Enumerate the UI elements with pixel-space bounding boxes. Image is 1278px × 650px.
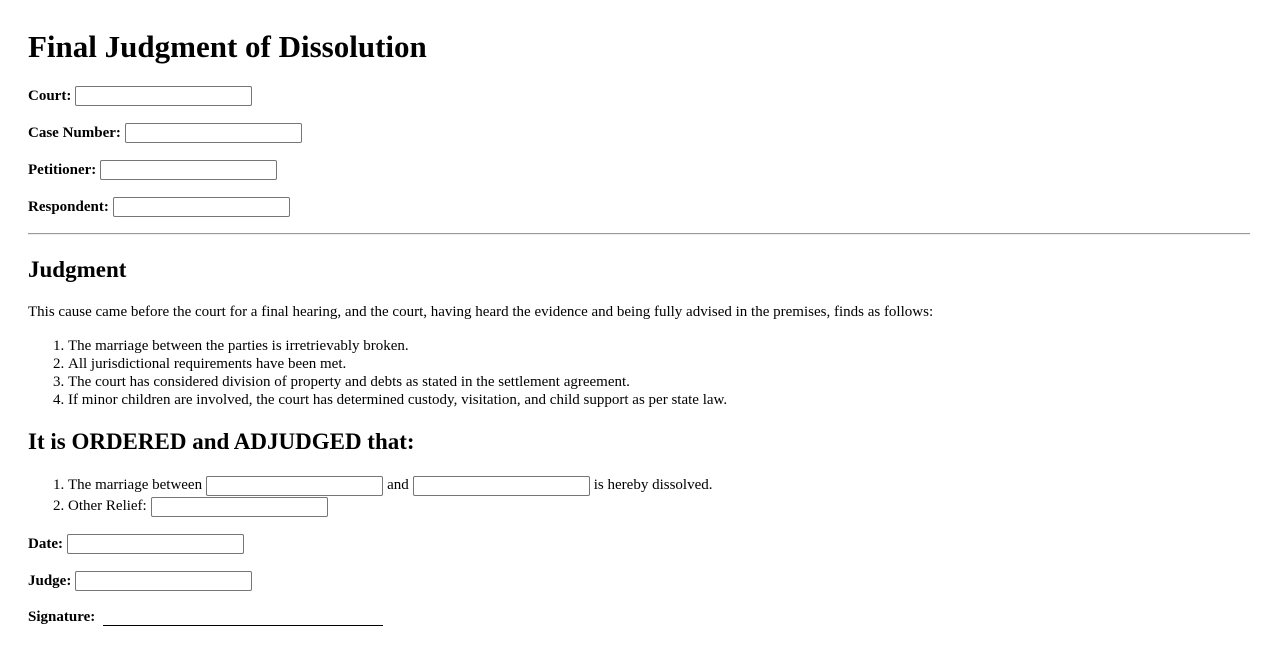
judgment-intro: This cause came before the court for a final hearing, and the court, having heard the evidence and being fully advised in the premises, finds as follows:	[28, 304, 934, 320]
finding-item: 3. The court has considered division of property and debts as stated in the settlement agreement.	[68, 373, 727, 391]
court-label: Court:	[28, 87, 72, 104]
party-one-input[interactable]	[206, 476, 383, 496]
finding-item: 2. All jurisdictional requirements have been met.	[68, 355, 727, 373]
petitioner-input[interactable]	[100, 160, 277, 180]
other-relief-label: 2. Other Relief:	[68, 498, 147, 514]
signature-line[interactable]	[103, 609, 383, 626]
order-prefix: 1. The marriage between	[68, 477, 203, 493]
respondent-label: Respondent:	[28, 198, 109, 215]
judge-row	[28, 570, 252, 592]
case-number-label: Case Number:	[28, 124, 121, 141]
page-title: Final Judgment of Dissolution	[28, 29, 427, 64]
order-item-dissolution	[68, 475, 713, 496]
date-row	[28, 533, 244, 555]
orders-heading: It is ORDERED and ADJUDGED that:	[28, 429, 415, 454]
finding-item: 1. The marriage between the parties is irretrievably broken.	[68, 337, 727, 355]
signature-label: Signature:	[28, 608, 96, 625]
signature-row	[28, 606, 383, 628]
order-suffix: is hereby dissolved.	[593, 477, 713, 493]
findings-list	[28, 337, 727, 409]
order-and: and	[387, 477, 409, 493]
finding-item: 4. If minor children are involved, the court has determined custody, visitation, and child support as per state law.	[68, 391, 727, 409]
other-relief-input[interactable]	[151, 497, 328, 517]
judgment-heading: Judgment	[28, 257, 127, 282]
petitioner-row	[28, 159, 277, 181]
court-input[interactable]	[75, 86, 252, 106]
date-input[interactable]	[67, 534, 244, 554]
judge-label: Judge:	[28, 572, 72, 589]
date-label: Date:	[28, 535, 63, 552]
case-number-row	[28, 122, 302, 144]
respondent-input[interactable]	[113, 197, 290, 217]
order-item-other-relief	[68, 496, 713, 517]
petitioner-label: Petitioner:	[28, 161, 97, 178]
orders-list	[28, 475, 713, 517]
court-row	[28, 85, 252, 107]
section-divider	[28, 233, 1250, 235]
case-number-input[interactable]	[125, 123, 302, 143]
judge-input[interactable]	[75, 571, 252, 591]
respondent-row	[28, 196, 290, 218]
party-two-input[interactable]	[413, 476, 590, 496]
